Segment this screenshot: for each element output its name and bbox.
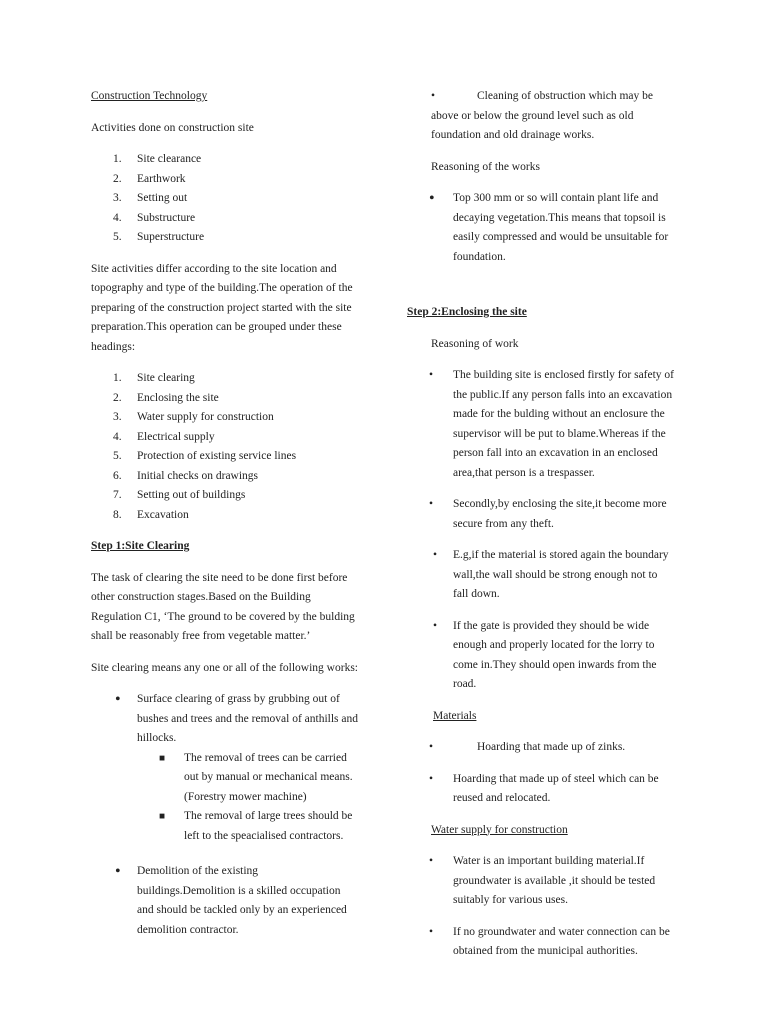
topsoil-item: • Top 300 mm or so will contain plant life and decaying vegetation.This means that topsoil is easily compressed and would be unsuitable for foundation. (429, 190, 669, 263)
left-column (91, 87, 371, 940)
trees-removal-item: ■ The removal of trees can be carried out by manual or mechanical means. (Forestry mower machine) (91, 749, 371, 808)
site-activities-paragraph: Site activities differ according to the site location and topography and type of the building.The operation of the preparing of the construction project started with the site preparation.This operation can be grouped under these headings: (91, 262, 353, 353)
bullet-icon: • (429, 855, 434, 867)
bullet-icon: • (115, 863, 121, 880)
bullet-icon: • (429, 741, 434, 753)
list-item: 1. Site clearing (113, 372, 195, 384)
list-item: 2. Enclosing the site (113, 391, 219, 404)
list-item: 5. Protection of existing service lines (113, 450, 297, 462)
headings-list (91, 369, 371, 525)
zinks-item: • Hoarding that made up of zinks. (407, 738, 687, 758)
list-item: 1. Site clearance (113, 153, 202, 165)
bullet-icon: • (429, 772, 434, 785)
task-paragraph: The task of clearing the site need to be done first before other construction stages.Based on the Building Regulation C1, ‘The ground to be covered by the bulding shall be reasonably free from vegetable matter.’ (91, 571, 355, 642)
list-item: 4. Electrical supply (113, 430, 215, 443)
list-item: 3. Water supply for construction (113, 411, 274, 423)
cleaning-item: • Cleaning of obstruction which may be above or below the ground level such as old foundation and old drainage works. (407, 87, 687, 146)
document-title: Construction Technology (91, 90, 208, 102)
reasoning-works-label: Reasoning of the works (431, 160, 540, 173)
demolition-item: • Demolition of the existing buildings.Demolition is a skilled occupation and should be tackled only by an experienced demolition contractor. (115, 863, 347, 936)
surface-clearing-item: • Surface clearing of grass by grubbing out of bushes and trees and the removal of anthills and hillocks. (115, 691, 358, 744)
bullet-icon: • (431, 90, 436, 102)
step2-heading: Step 2:Enclosing the site (407, 306, 527, 318)
square-bullet-icon: ■ (159, 811, 166, 822)
reasoning-work-label: Reasoning of work (431, 337, 519, 350)
water-item-2: • If no groundwater and water connection can be obtained from the municipal authorities. (407, 923, 687, 962)
list-item: 7. Setting out of buildings (113, 489, 246, 501)
bullet-icon: • (429, 925, 434, 938)
gate-item: • If the gate is provided they should be wide enough and properly located for the lorry to come in.They should open inwards from the road. (407, 617, 687, 695)
list-item: 6. Initial checks on drawings (113, 469, 259, 482)
bullet-icon: • (429, 369, 434, 381)
steel-item: • Hoarding that made up of steel which can be reused and relocated. (407, 770, 687, 809)
secondly-item: • Secondly,by enclosing the site,it become more secure from any theft. (407, 495, 687, 534)
example-item: • E.g,if the material is stored again the boundary wall,the wall should be strong enough not to fall down. (407, 546, 687, 605)
site-clearing-means: Site clearing means any one or all of the following works: (91, 661, 358, 674)
activities-list (91, 150, 371, 248)
list-item: 5. Superstructure (113, 231, 205, 243)
large-trees-item: ■ The removal of large trees should be left to the speacialised contractors. (91, 807, 371, 846)
water-supply-heading: Water supply for construction (431, 823, 568, 836)
bullet-icon: • (429, 190, 435, 207)
step1-heading: Step 1:Site Clearing (91, 540, 190, 552)
enclosed-item: • The building site is enclosed firstly for safety of the public.If any person falls into an excavation made for the bulding without an enclosure the supervisor will be put to blame.Whereas if the person fall into an excavation in an enclosed area,that person is a trespasser. (407, 366, 687, 483)
square-bullet-icon: ■ (159, 752, 166, 764)
right-column (407, 87, 687, 962)
bullet-icon: • (433, 549, 438, 561)
water-item-1: • Water is an important building material.If groundwater is available ,it should be tested suitably for various uses. (407, 852, 687, 911)
bullet-icon: • (429, 498, 434, 510)
list-item: 3. Setting out (113, 192, 188, 204)
list-item: 8. Excavation (113, 508, 189, 521)
bullet-icon: • (115, 691, 121, 708)
list-item: 4. Substructure (113, 211, 196, 224)
intro-text: Activities done on construction site (91, 121, 254, 134)
materials-heading: Materials (433, 709, 477, 722)
bullet-icon: • (433, 619, 438, 632)
list-item: 2. Earthwork (113, 172, 186, 185)
